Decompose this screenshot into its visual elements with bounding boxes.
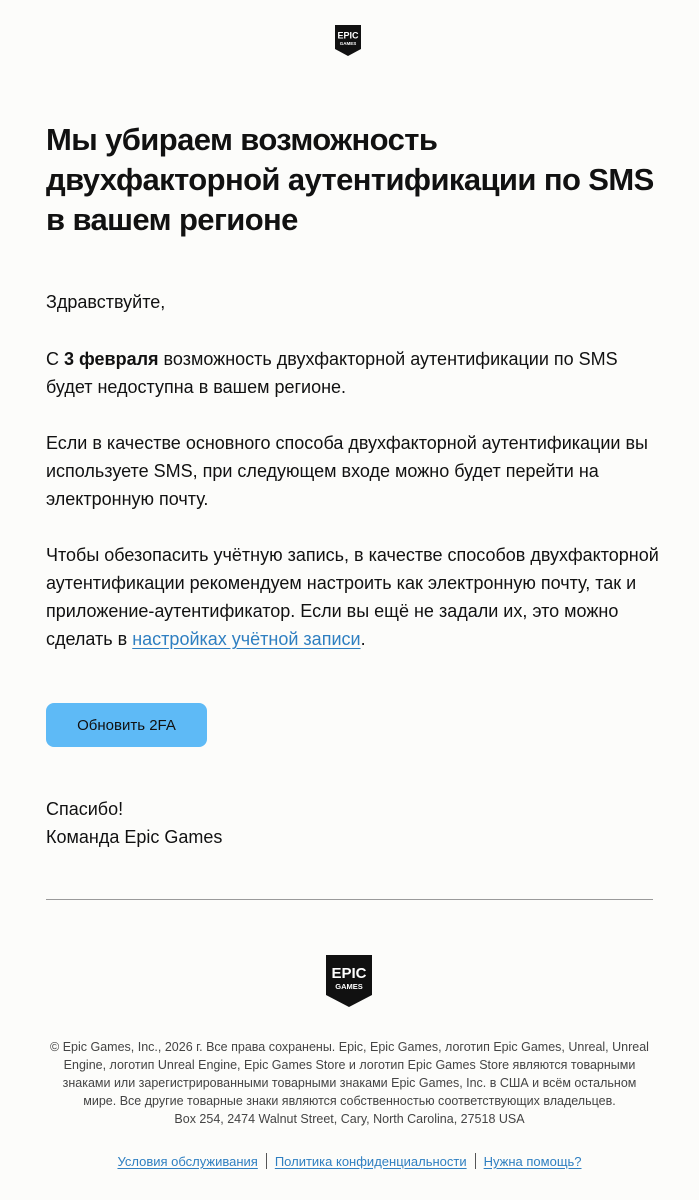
sms-paragraph: Если в качестве основного способа двухфакторной аутентификации вы используете SMS, при следующем входе можно будет перейти на электронную почту. <box>46 433 648 509</box>
deadline-date: 3 февраля <box>64 349 159 369</box>
update-2fa-button[interactable]: Обновить 2FA <box>46 703 207 747</box>
deadline-rest: возможность двухфакторной аутентификации по SMS будет недоступна в вашем регионе. <box>46 349 618 397</box>
footer-epic-games-logo <box>325 954 373 1008</box>
security-text: Чтобы обезопасить учётную запись, в качестве способов двухфакторной аутентификации рекомендуем настроить как электронную почту, так и приложение-аутентификатор. Если вы ещё не задали их, это можно сделать в <box>46 545 659 649</box>
logo-text-epic: EPIC <box>337 30 359 41</box>
security-paragraph <box>46 541 666 653</box>
deadline-prefix: С <box>46 349 64 369</box>
footer-divider <box>46 899 653 900</box>
legal-notice <box>46 1038 653 1128</box>
postal-address: Box 254, 2474 Walnut Street, Cary, North Carolina, 27518 USA <box>174 1112 525 1126</box>
link-separator <box>266 1153 267 1169</box>
footer-logo-text-epic: EPIC <box>331 965 367 982</box>
team-signature: Команда Epic Games <box>46 827 223 847</box>
link-separator <box>475 1153 476 1169</box>
deadline-paragraph <box>46 345 666 401</box>
account-settings-link[interactable]: настройках учётной записи <box>132 629 361 649</box>
footer-logo-text-games: GAMES <box>335 982 363 991</box>
legal-text: © Epic Games, Inc., 2026 г. Все права сохранены. Epic, Epic Games, логотип Epic Games, Unreal, Unreal Engine, логотип Unreal Engine, Epic Games Store и логотип Epic Games Store являются товарными знаками или зарегистрированными товарными знаками Epic Games, Inc. в США и всём остальном мире. Все другие товарные знаки являются собственностью соответствующих владельцев. <box>50 1040 649 1108</box>
security-end: . <box>360 629 366 649</box>
greeting-text: Здравствуйте, <box>46 292 166 312</box>
email-headline: Мы убираем возможность двухфакторной аутентификации по SMS в вашем регионе <box>46 122 654 237</box>
help-link[interactable]: Нужна помощь? <box>483 1154 582 1169</box>
footer-links <box>46 1152 653 1172</box>
epic-games-logo <box>333 24 363 57</box>
logo-text-games: GAMES <box>339 41 357 46</box>
signoff <box>46 795 446 851</box>
privacy-policy-link[interactable]: Политика конфиденциальности <box>274 1154 467 1169</box>
terms-of-service-link[interactable]: Условия обслуживания <box>117 1154 258 1169</box>
thanks-text: Спасибо! <box>46 799 124 819</box>
